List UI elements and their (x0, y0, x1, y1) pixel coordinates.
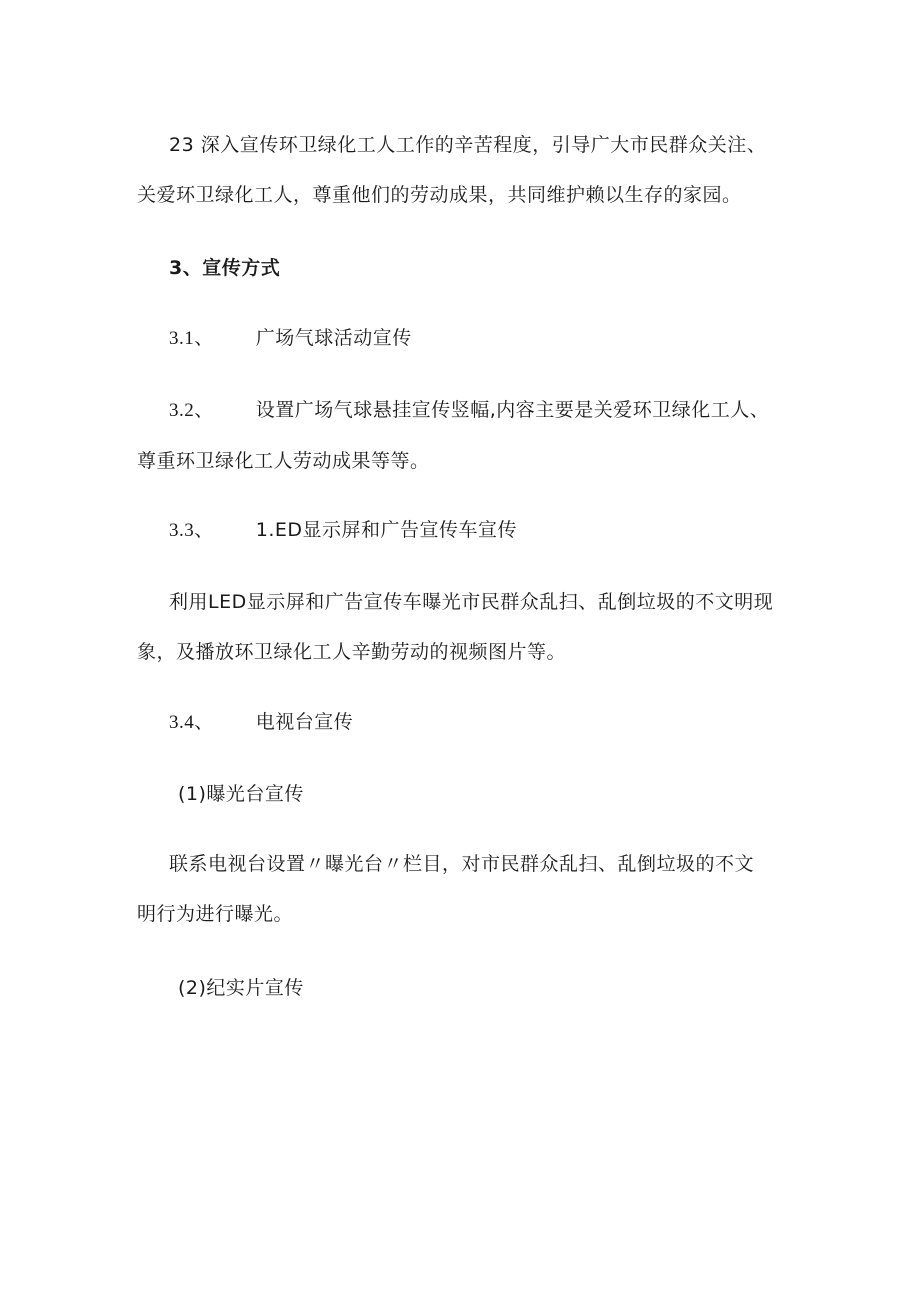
paragraph-led-line2: 象，及播放环卫绿化工人辛勤劳动的视频图片等。 (137, 641, 567, 663)
item-3-4 (169, 710, 353, 735)
item-3-1 (169, 326, 412, 351)
item-3-1-number: 3.1、 (169, 328, 214, 349)
paragraph-tv-line1: 联系电视台设置〃曝光台〃栏目，对市民群众乱扫、乱倒垃圾的不文 (169, 853, 755, 875)
item-3-2-text-line1: 设置广场气球悬挂宣传竖幅,内容主要是关爱环卫绿化工人、 (255, 399, 770, 421)
item-3-3-text: 1.ED显示屏和广告宣传车宣传 (255, 519, 518, 541)
item-3-4-text: 电视台宣传 (255, 711, 354, 733)
paragraph-23-line1: 23 深入宣传环卫绿化工人工作的辛苦程度，引导广大市民群众关注、 (169, 134, 767, 156)
item-3-2-text-line2: 尊重环卫绿化工人劳动成果等等。 (137, 450, 430, 472)
paragraph-23-line2: 关爱环卫绿化工人，尊重他们的劳动成果，共同维护赖以生存的家园。 (137, 184, 742, 206)
paragraph-tv-line2: 明行为进行曝光。 (137, 903, 294, 925)
item-3-3 (169, 518, 517, 543)
item-3-3-number: 3.3、 (169, 520, 214, 541)
item-3-2-number: 3.2、 (169, 400, 214, 421)
sub-item-2: (2)纪实片宣传 (178, 977, 304, 999)
sub-item-1: (1)曝光台宣传 (178, 783, 304, 805)
section-3-heading: 3、宣传方式 (169, 257, 281, 279)
item-3-4-number: 3.4、 (169, 712, 214, 733)
item-3-1-text: 广场气球活动宣传 (255, 327, 412, 349)
paragraph-led-line1: 利用LED显示屏和广告宣传车曝光市民群众乱扫、乱倒垃圾的不文明现 (169, 591, 774, 613)
item-3-2 (169, 398, 769, 423)
